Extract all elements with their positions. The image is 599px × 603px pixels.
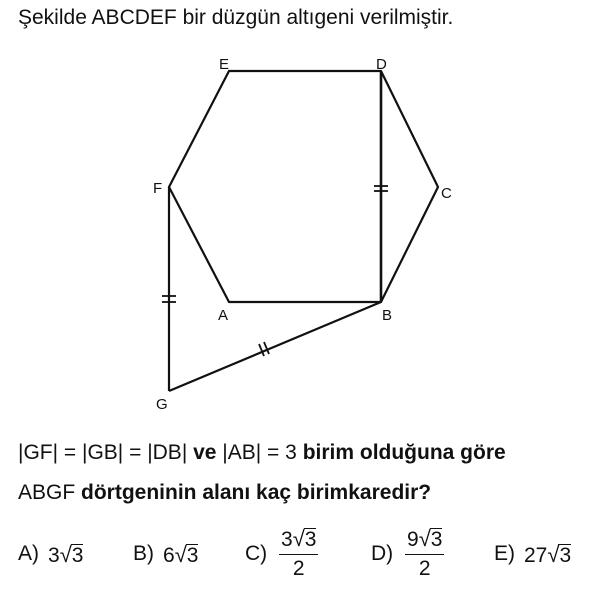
question-segment: |GF| = |GB| = |DB| [18,441,194,464]
choice-d-letter: D) [371,542,394,565]
question-segment: birim olduğuna göre [302,441,506,464]
choice-c-letter: C) [245,542,268,565]
question-segment: dörtgeninin alanı kaç birimkaredir? [81,481,432,504]
choice-b-value: 6√3 [163,542,199,567]
question-segment: ABGF [18,481,82,504]
choice-a-value: 3√3 [48,542,84,567]
label-f: F [153,180,163,197]
choice-e-value: 27√3 [524,542,572,567]
label-c: C [441,185,452,202]
label-d: D [376,56,387,73]
question-line-1 [18,439,506,467]
question-segment: ve [193,441,217,464]
choice-e-letter: E) [494,542,515,565]
label-e: E [219,56,230,73]
segment-gb [169,302,381,391]
answer-choices [18,526,593,594]
label-a: A [218,307,229,324]
choice-a-letter: A) [18,542,39,565]
label-g: G [156,396,168,413]
hexagon-abcdef [169,71,438,302]
question-line-2 [18,479,431,507]
tick-marks-gb [259,342,269,356]
intro-text: Şekilde ABCDEF bir düzgün altıgeni verilmiştir. [18,6,454,29]
choice-b-letter: B) [133,542,154,565]
choice-d-fraction: $\frac{9√3}{2}$ [407,526,443,580]
question-segment: |AB| = 3 [216,441,303,464]
choice-c-fraction: $\frac{3√3}{2}$ [281,526,317,580]
label-b: B [382,307,393,324]
